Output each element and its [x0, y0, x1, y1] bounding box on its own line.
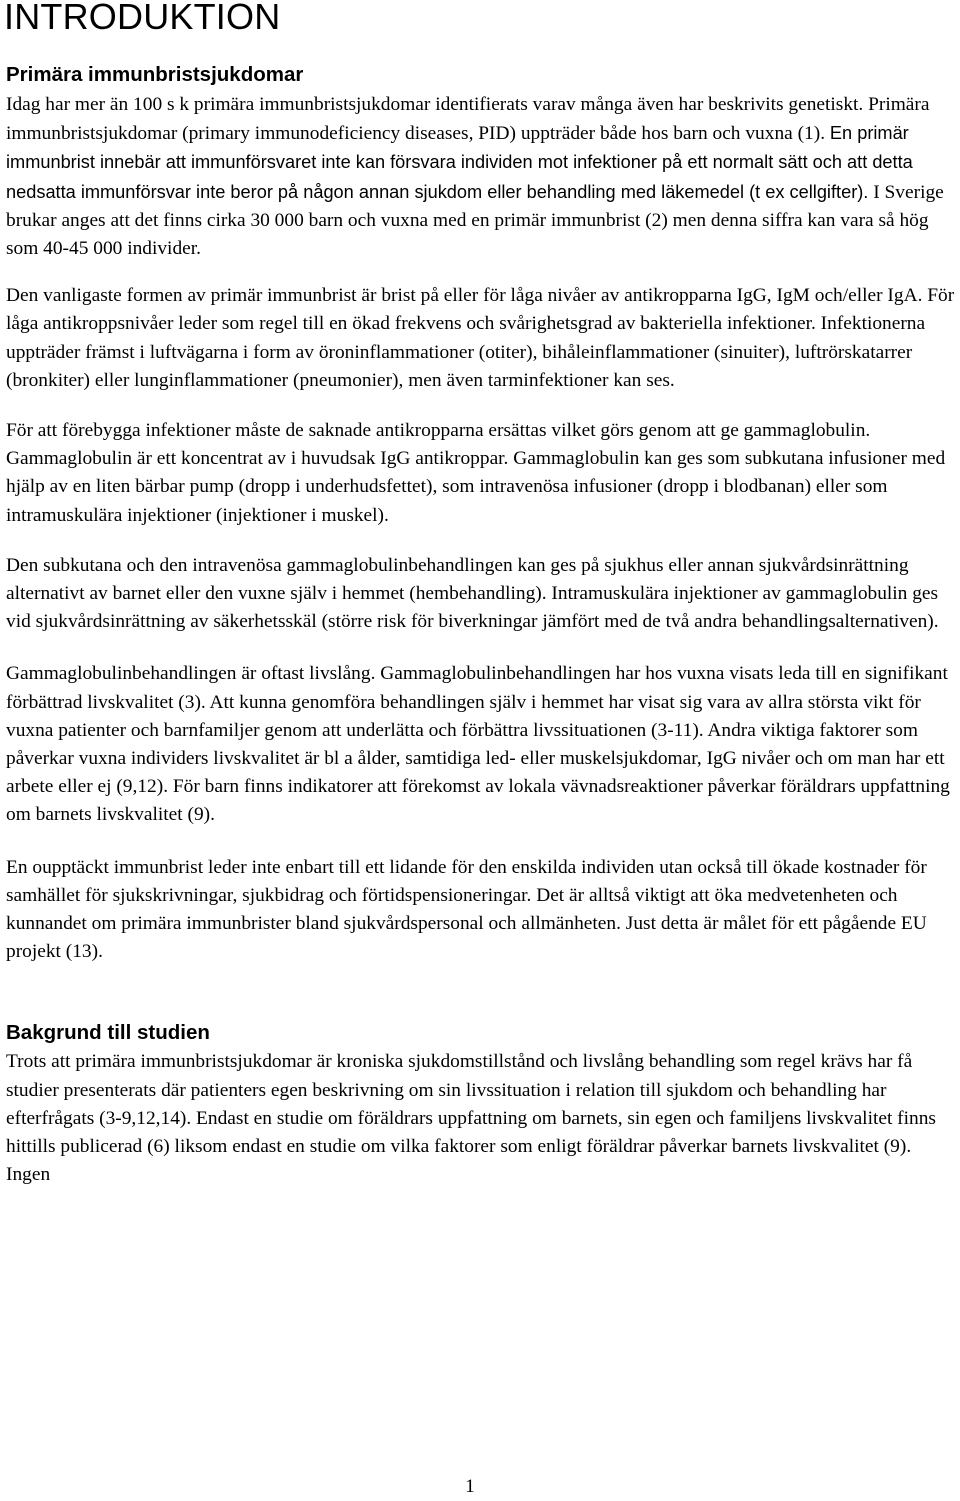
paragraph-intro-part-1: Idag har mer än 100 s k primära immunbristsjukdomar identifierats varav många även har beskrivits genetiskt. Primära immunbristsjukdomar (primary immunodeficiency diseases, PID) uppträder både hos barn och vuxna (1). [6, 94, 930, 145]
document-page [6, 0, 956, 1190]
paragraph-antikroppar: Den vanligaste formen av primär immunbrist är brist på eller för låga nivåer av antikropparna IgG, IgM och/eller IgA. För låga antikroppsnivåer leder som regel till en ökad frekvens och svårighetsgrad av bakteriella infektioner. Infektionerna uppträder främst i luftvägarna i form av öroninflammationer (otiter), bihåleinflammationer (sinuiter), luftrörskatarrer (bronkiter) eller lunginflammationer (pneumonier), men även tarminfektioner kan ses. [6, 285, 955, 391]
paragraph-livskvalitet: Gammaglobulinbehandlingen är oftast livslång. Gammaglobulinbehandlingen har hos vuxna visats leda till en signifikant förbättrad livskvalitet (3). Att kunna genomföra behandlingen själv i hemmet har visat sig vara av allra största vikt för vuxna patienter och barnfamiljer genom att underlätta och förbättra livssituationen (3-11). Andra viktiga faktorer som påverkar vuxna individers livskvalitet är bl a ålder, samtidiga led- eller muskelsjukdomar, IgG nivåer och om man har ett arbete eller ej (9,12). För barn finns indikatorer att förekomst av lokala vävnadsreaktioner påverkar föräldrars uppfattning om barnets livskvalitet (9). [6, 663, 950, 826]
paragraph-gammaglobulin: För att förebygga infektioner måste de saknade antikropparna ersättas vilket görs genom att ge gammaglobulin. Gammaglobulin är ett koncentrat av i huvudsak IgG antikroppar. Gammaglobulin kan ges som subkutana infusioner med hjälp av en liten bärbar pump (dropp i underhudsfettet), som intravenösa infusioner (dropp i blodbanan) eller som intramuskulära injektioner (injektioner i muskel). [6, 420, 946, 526]
section-heading-bakgrund-till-studien: Bakgrund till studien [6, 1021, 210, 1045]
page-number: 1 [465, 1476, 475, 1497]
section-heading-primara-immunbristsjukdomar: Primära immunbristsjukdomar [6, 63, 304, 86]
paragraph-behandling: Den subkutana och den intravenösa gammaglobulinbehandlingen kan ges på sjukhus eller annan sjukvårdsinrättning alternativt av barnet eller den vuxne själv i hemmet (hembehandling). Intramuskulära injektioner av gammaglobulin ges vid sjukvårdsinrättning av säkerhetsskäl (större risk för biverkningar jämfört med de två andra behandlingsalternativen). [6, 554, 939, 633]
paragraph-bakgrund: Trots att primära immunbristsjukdomar är kroniska sjukdomstillstånd och livslång behandling som regel krävs har få studier presenterats där patienters egen beskrivning om sin livssituation i relation till sjukdom och behandling har efterfrågats (3-9,12,14). Endast en studie om föräldrars uppfattning om barnets, sin egen och familjens livskvalitet finns hittills publicerad (6) liksom endast en studie om vilka faktorer som enligt föräldrar påverkar barnets livskvalitet (9). Ingen [6, 1051, 936, 1186]
paragraph-intro-part-2: En primär immunbrist innebär att immunförsvaret inte kan försvara individen mot infektioner på ett normalt sätt och att detta nedsatta immunförsvar inte beror på någon annan sjukdom eller behandling med läkemedel (t ex cellgifter). [6, 123, 913, 202]
paragraph-kostnader: En oupptäckt immunbrist leder inte enbart till ett lidande för den enskilda individen utan också till ökade kostnader för samhället för sjukskrivningar, sjukbidrag och förtidspensioneringar. Det är alltså viktigt att öka medvetenheten och kunnandet om primära immunbrister bland sjukvårdspersonal och allmänheten. Just detta är målet för ett pågående EU projekt (13). [6, 856, 927, 963]
paragraph-intro [6, 91, 956, 263]
paragraph-intro-part-3: I Sverige brukar anges att det finns cirka 30 000 barn och vuxna med en primär immunbrist (2) men denna siffra kan vara så hög som 40-45 000 individer. [6, 181, 944, 260]
page-title: INTRODUKTION [4, 0, 281, 37]
